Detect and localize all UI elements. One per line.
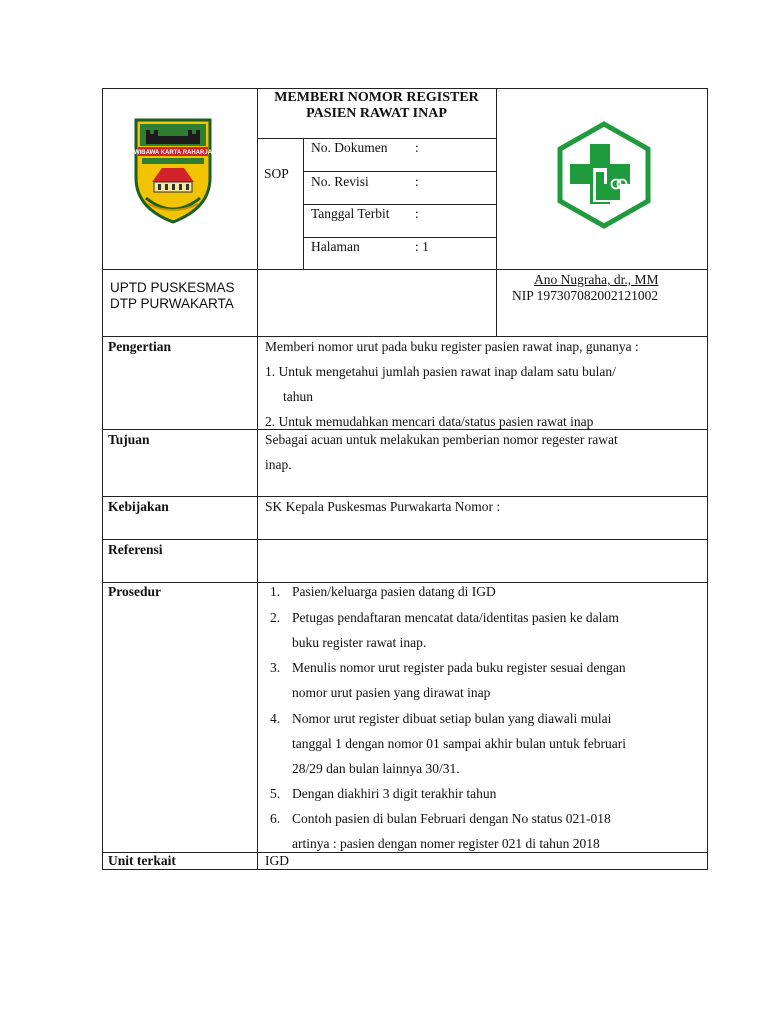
step-line: tanggal 1 dengan nomor 01 sampai akhir bulan untuk februari [292,736,627,751]
step-number: 1. [270,584,281,599]
row-divider-prosedur [102,582,708,583]
pengertian-line: Memberi nomor urut pada buku register pasien rawat inap, gunanya : [265,339,639,354]
tujuan-line: Sebagai acuan untuk melakukan pemberian nomor regester rawat [265,432,618,447]
column-divider-right [496,88,497,336]
step-number: 5. [270,786,281,801]
crest-banner-text: WIBAWA KARTA RAHARJA [133,150,213,156]
field-divider-1 [303,171,496,172]
section-label-prosedur: Prosedur [108,584,161,599]
table-border-left [102,88,103,870]
section-label-kebijakan: Kebijakan [108,499,169,514]
table-border-top [102,88,708,89]
pengertian-line: 1. Untuk mengetahui jumlah pasien rawat inap dalam satu bulan/ [265,364,616,379]
step-line: Dengan diakhiri 3 digit terakhir tahun [292,786,497,801]
step-line: Menulis nomor urut register pada buku register sesuai dengan [292,660,626,675]
section-label-tujuan: Tujuan [108,432,150,447]
step-line: buku register rawat inap. [292,635,427,650]
field-tanggal-terbit-value: : [415,206,419,221]
column-divider-main [257,88,258,870]
field-no-dokumen-label: No. Dokumen [311,140,388,155]
field-halaman-label: Halaman [311,239,360,254]
org-name-line1: UPTD PUSKESMAS [110,280,235,295]
row-divider-referensi [102,539,708,540]
unit-terkait-text: IGD [265,853,289,868]
purwakarta-crest-logo [132,116,214,226]
step-number: 3. [270,660,281,675]
title-divider [257,138,496,139]
step-line: artinya : pasien dengan nomer register 021 di tahun 2018 [292,836,600,851]
kebijakan-text: SK Kepala Puskesmas Purwakarta Nomor : [265,499,501,514]
section-label-pengertian: Pengertian [108,339,171,354]
step-line: 28/29 dan bulan lainnya 30/31. [292,761,460,776]
document-title-line2: PASIEN RAWAT INAP [306,106,447,121]
step-number: 4. [270,711,281,726]
pengertian-line: tahun [283,389,313,404]
puskesmas-logo [555,120,653,230]
step-line: Petugas pendaftaran mencatat data/identitas pasien ke dalam [292,610,619,625]
table-border-right [707,88,708,870]
signer-nip: NIP 197307082002121002 [512,288,659,303]
tujuan-line: inap. [265,457,292,472]
org-name-line2: DTP PURWAKARTA [110,296,234,311]
table-border-bottom [102,869,708,870]
column-divider-sop [303,138,304,269]
step-number: 6. [270,811,281,826]
row-divider-pengertian [102,336,708,337]
row-divider-kebijakan [102,496,708,497]
field-divider-3 [303,237,496,238]
field-halaman-value: : 1 [415,239,429,254]
field-no-revisi-label: No. Revisi [311,174,369,189]
section-label-referensi: Referensi [108,542,163,557]
step-line: Nomor urut register dibuat setiap bulan yang diawali mulai [292,711,612,726]
field-divider-2 [303,204,496,205]
step-line: Contoh pasien di bulan Februari dengan No status 021-018 [292,811,611,826]
field-tanggal-terbit-label: Tanggal Terbit [311,206,390,221]
step-line: Pasien/keluarga pasien datang di IGD [292,584,496,599]
field-no-dokumen-value: : [415,140,419,155]
document-title [257,90,496,122]
field-no-revisi-value: : [415,174,419,189]
pengertian-line: 2. Untuk memudahkan mencari data/status pasien rawat inap [265,414,594,429]
document-title-line1: MEMBERI NOMOR REGISTER [274,90,479,105]
section-label-unit-terkait: Unit terkait [108,853,176,868]
sop-label: SOP [264,166,289,181]
signer-name: Ano Nugraha, dr., MM [534,272,659,287]
row-divider-unit [102,852,708,853]
step-number: 2. [270,610,281,625]
header-divider [102,269,708,270]
step-line: nomor urut pasien yang dirawat inap [292,685,491,700]
